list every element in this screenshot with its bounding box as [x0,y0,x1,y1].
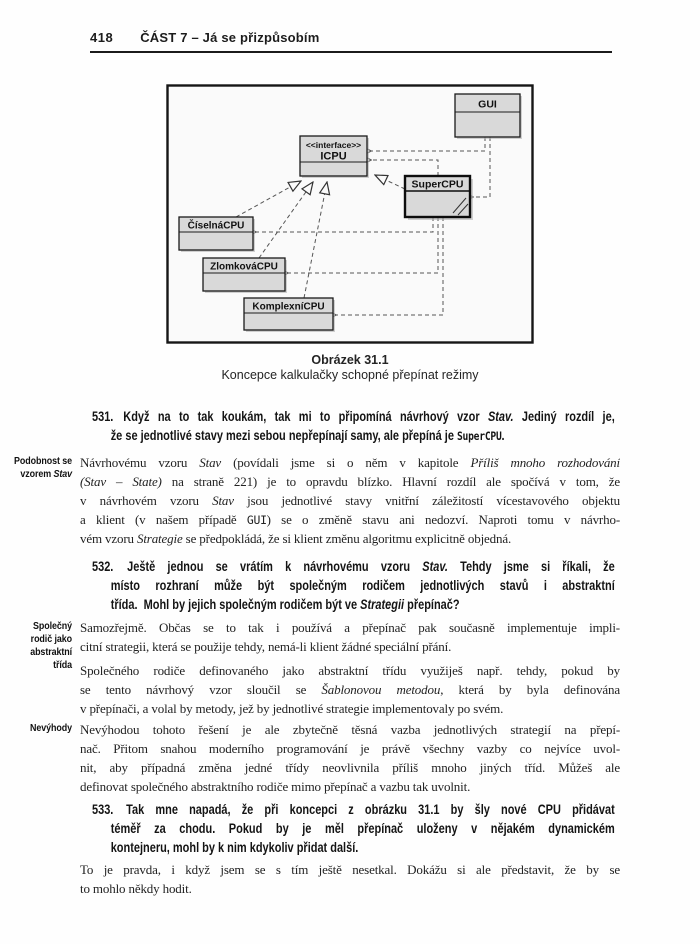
qa-content [0,407,700,898]
text-segment: To je pravda, i když jsem se s tím ještě nesetkal. Dokážu si ale představit, že by se [80,862,620,877]
text-segment: (Stav – State) [80,474,162,489]
text-segment: Stav [212,493,234,508]
answer-line [80,680,620,699]
class-box-supercpu [405,176,473,220]
answer-line [80,637,620,656]
class-box-komplexni [244,298,335,332]
margin-note-line [0,722,72,735]
text-segment: třída [53,659,72,671]
text-segment: Nevýhody [30,722,72,734]
answer-line [80,860,620,879]
text-segment: Stav. [422,559,448,574]
answer-line [80,739,620,758]
answer-line [80,879,620,898]
class-box-gui [455,94,522,139]
question-number: 532. [92,559,126,574]
text-segment: třída. Mohl by jejich společným rodičem být ve [110,597,361,612]
class-label-zlomkova: ZlomkováCPU [210,261,278,273]
answer-block [80,860,620,898]
text-segment: Jediný rozdíl je, [513,409,615,424]
class-label-icpu: ICPU [320,150,347,163]
question-block [92,800,615,857]
uml-diagram [166,84,534,344]
text-segment: místo rozhraní může být společným rodičem jednotlivých stavů i abstraktní [110,578,615,593]
figure-caption-title: Obrázek 31.1 [311,353,389,367]
class-box-icpu [300,136,369,178]
text-segment: , která by byla definována [440,682,620,697]
text-segment: přepínač? [404,597,460,612]
answer-line [80,661,620,680]
answer-line [80,472,620,491]
margin-note-line [0,620,72,633]
question-line [92,426,615,445]
answer-line [80,510,620,529]
text-segment: to mohlo někdy hodit. [80,881,192,896]
text-segment: ) se o změně stavu ani nedozví. Naproti tomu v návrho- [266,512,620,527]
text-segment: téměř za chodu. Pokud by je měl přepínač uloženy v nějakém dynamickém [110,821,615,836]
question-block [92,557,615,614]
text-segment: na straně 221) je to opravdu blízko. Hlavní rozdíl ale spočívá v tom, že [161,474,620,489]
question-line [92,838,615,857]
answer-line [80,720,620,739]
text-segment: kontejneru, mohl by k nim kdykoliv přidat další. [110,840,359,855]
answer-line [80,758,620,777]
answer-block [14,453,620,548]
class-label-komplexni: KomplexníCPU [252,301,325,313]
margin-note [0,620,72,672]
text-segment: Stav [53,468,72,480]
text-segment: rodič jako [30,633,72,645]
page-number: 418 [90,30,114,45]
page-header [90,30,612,53]
text-segment: Stav. [487,409,514,424]
part-title: ČÁST 7 – Já se přizpůsobím [140,30,320,45]
answer-line [80,618,620,637]
text-segment: vém vzoru [80,531,137,546]
margin-note [0,455,72,481]
answer-line [80,491,620,510]
question-block [92,407,615,445]
margin-note-line [0,455,72,468]
text-segment: nač. Přitom snahou moderního programování je právě všechny vazby co nejvíce uvol- [80,741,620,756]
question-line [92,576,615,595]
answer-line [80,529,620,548]
text-segment: SuperCPU [456,429,502,443]
text-segment: Šablonovou metodou [321,682,441,697]
class-box-zlomkova [203,258,287,293]
text-segment: Strategie [136,531,183,546]
answer-line [80,699,620,718]
question-line [92,557,615,576]
text-segment: Když na to tak koukám, tak mi to připomíná návrhový vzor [123,409,488,424]
text-segment: GUI [246,513,267,527]
text-segment: Společný [32,620,72,632]
margin-note-line [0,646,72,659]
question-number: 533. [92,802,125,817]
text-segment: Příliš mnoho rozhodování [470,455,620,470]
text-segment: se tento návrhový vzor sloučil se [80,682,322,697]
text-segment: nit, aby případná změna jedné třídy neovlivnila příliš mnoho jiných tříd. Můžeš ale [80,760,620,775]
text-segment: Samozřejmě. Občas se to tak i používá a přepínač pak současně implementuje impli- [80,620,620,635]
question-line [92,595,615,614]
text-segment: definovat společného abstraktního rodiče mimo přepínač a vazbu tak uvolnit. [80,779,471,794]
text-segment: citní strategii, která se použije tehdy, nemá-li klient žádné speciální přání. [80,639,452,654]
class-box-ciselna [179,217,255,252]
text-segment: . [501,428,505,443]
margin-note-line [0,633,72,646]
text-segment: jsou jednotlivé stavy vnitřní záležitostí vícestavového objektu [233,493,620,508]
text-segment: že se jednotlivé stavy mezi sebou nepřepínají samy, ale přepíná je [110,428,457,443]
text-segment: Ještě jednou se vrátím k návrhovému vzoru [127,559,423,574]
class-label-supercpu: SuperCPU [411,178,464,191]
figure-caption [0,353,700,383]
text-segment: Podobnost se [14,455,72,467]
text-segment: Tak mne napadá, že při koncepci z obrázku 31.1 by šly nové CPU přidávat [126,802,615,817]
text-segment: Strategii [360,597,405,612]
text-segment: se předpokládá, že si klient změnu algoritmu explicitně objedná. [182,531,512,546]
stereotype-label: <<interface>> [305,140,362,150]
class-label-ciselna: ČíselnáCPU [187,220,245,232]
margin-note-line [0,659,72,672]
text-segment: a klient (v našem případě [80,512,247,527]
text-segment: abstraktní [30,646,72,658]
text-segment: (povídali jsme si o něm v kapitole [221,455,471,470]
answer-block [80,661,620,718]
margin-note-line [0,468,72,481]
answer-block [30,720,620,796]
answer-line [80,453,620,472]
question-line [92,800,615,819]
text-segment: v přepínači, a volal by metody, jež by jednotlivé strategie implementovaly po svém. [80,701,504,716]
question-line [92,819,615,838]
figure-caption-text: Koncepce kalkulačky schopné přepínat režimy [221,368,479,382]
text-segment: Stav [199,455,222,470]
text-segment: v návrhovém vzoru [80,493,213,508]
class-label-gui: GUI [478,98,497,111]
question-line [92,407,615,426]
question-number: 531. [92,409,122,424]
text-segment: Návrhovému vzoru [80,455,200,470]
text-segment: Tehdy jsme si říkali, že [447,559,615,574]
margin-note [0,722,72,735]
answer-line [80,777,620,796]
uml-figure [0,84,700,383]
text-segment: Nevýhodou tohoto řešení je ale zbytečně těsná vazba jednotlivých strategií na přepí- [80,722,620,737]
text-segment: vzorem [20,468,54,480]
text-segment: Společného rodiče definovaného jako abstraktní třídu využiješ např. tehdy, pokud by [80,663,620,678]
